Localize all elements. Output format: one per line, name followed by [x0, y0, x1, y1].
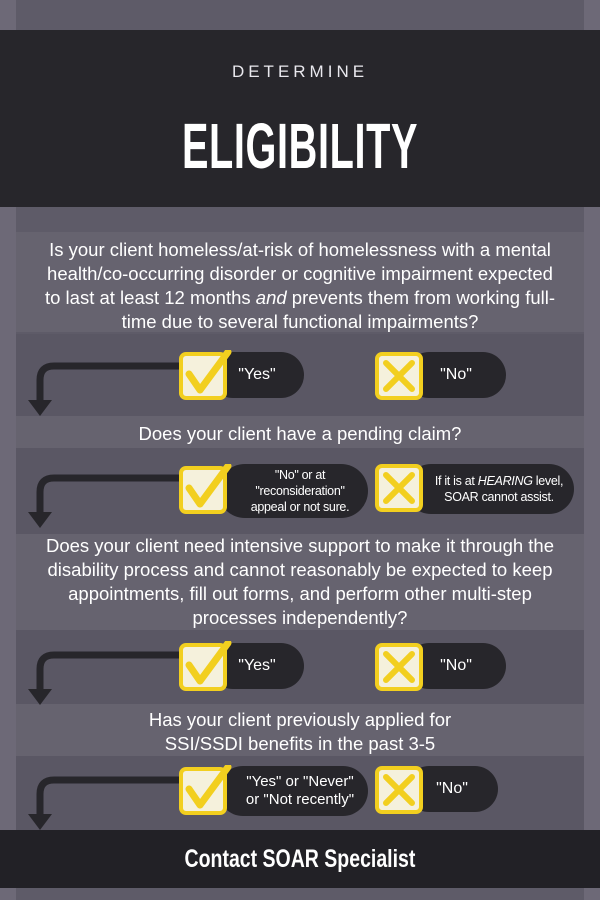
yes-option-3: "Yes": [210, 643, 304, 689]
question-4: Has your client previously applied for SSI/SSDI benefits in the past 3-5: [16, 704, 584, 756]
header-kicker: DETERMINE: [231, 62, 369, 81]
no-option-3: "No": [406, 643, 506, 689]
checkmark-icon: [178, 350, 232, 402]
question-1: Is your client homeless/at-risk of homelessness with a mental health/co-occurring disorder or cognitive impairment expected to last at least 12 months and prevents them from working full-time due to several functional impairments?: [16, 232, 584, 332]
contact-soar-specialist-text: Contact SOAR Specialist: [184, 844, 416, 873]
yes-option-1: "Yes": [210, 352, 304, 398]
arrow-4-icon: [24, 772, 194, 832]
arrow-3-icon: [24, 647, 194, 707]
arrow-2-icon: [24, 470, 194, 530]
checkmark-icon: [178, 765, 232, 817]
arrow-1-icon: [24, 358, 194, 418]
footer-cta-banner: [0, 830, 600, 888]
question-2: Does your client have a pending claim?: [16, 416, 584, 448]
checkmark-icon: [178, 464, 232, 516]
x-mark-icon: [374, 641, 428, 693]
yes-option-2: "No" or at "reconsideration" appeal or not sure.: [218, 464, 368, 518]
x-mark-icon: [374, 350, 428, 402]
x-mark-icon: [374, 764, 428, 816]
no-option-1: "No": [406, 352, 506, 398]
question-3: Does your client need intensive support to make it through the disability process and cannot reasonably be expected to keep appointments, fill out forms, and perform other multi-step processes independently?: [16, 534, 584, 630]
x-mark-icon: [374, 462, 428, 514]
no-option-4: "No": [406, 766, 498, 812]
page-title: ELIGIBILITY: [181, 110, 419, 182]
yes-option-4: "Yes" or "Never" or "Not recently": [218, 766, 368, 816]
no-option-2: If it is at HEARING level, SOAR cannot assist.: [406, 464, 574, 514]
checkmark-icon: [178, 641, 232, 693]
